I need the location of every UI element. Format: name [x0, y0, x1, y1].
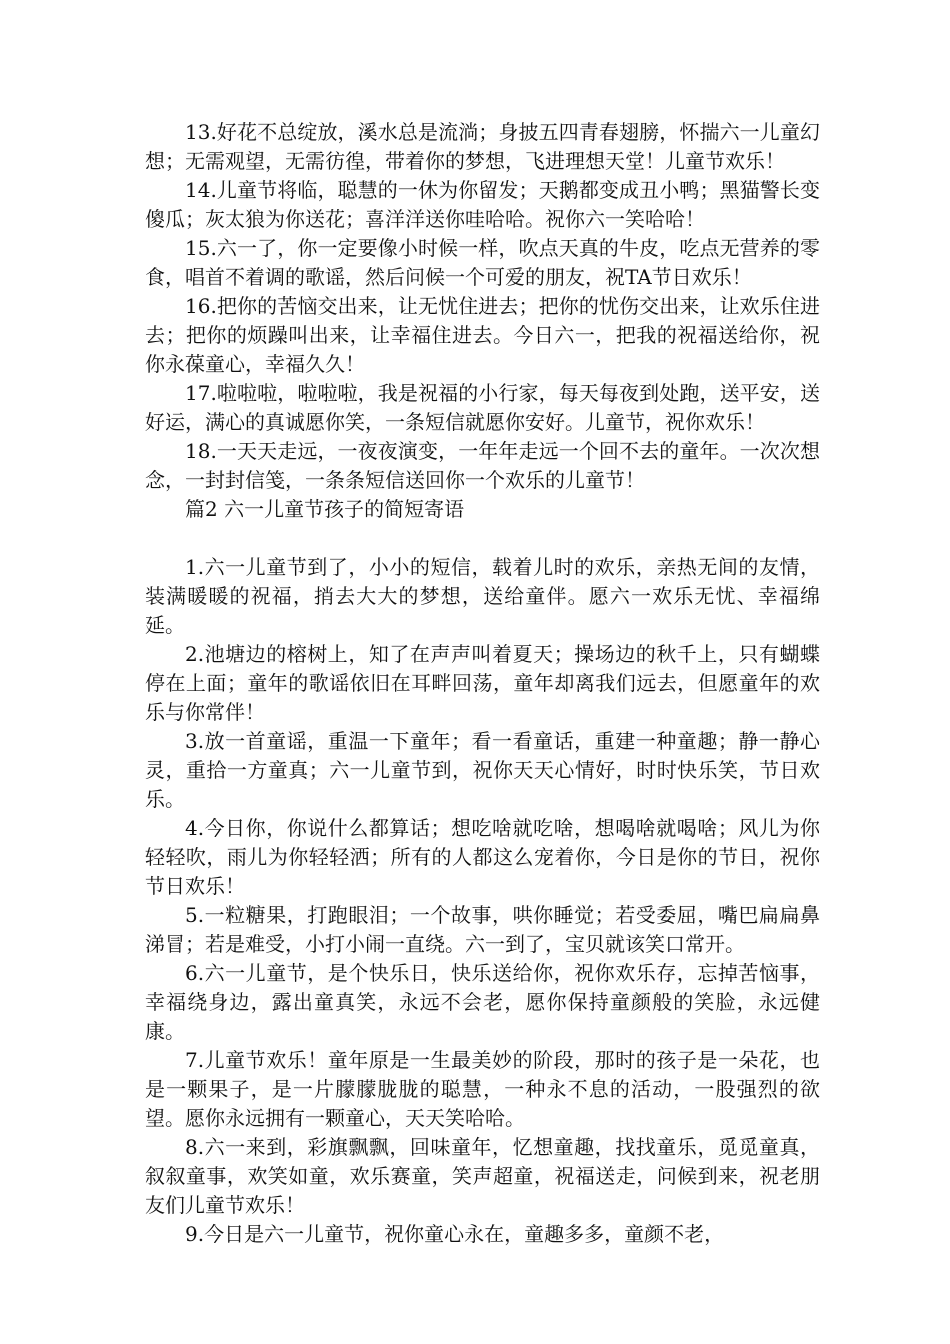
list-item: 18.一天天走远，一夜夜演变，一年年走远一个回不去的童年。一次次想念，一封封信笺，一条条短信送回你一个欢乐的儿童节！ [145, 439, 820, 492]
section-heading: 篇2 六一儿童节孩子的简短寄语 [185, 497, 465, 521]
list-item: 9.今日是六一儿童节，祝你童心永在，童趣多多，童颜不老， [185, 1222, 725, 1246]
list-item: 7.儿童节欢乐！童年原是一生最美妙的阶段，那时的孩子是一朵花，也是一颗果子，是一片朦朦胧胧的聪慧，一种永不息的活动，一股强烈的欲望。愿你永远拥有一颗童心，天天笑哈哈。 [145, 1048, 820, 1130]
list-item: 14.儿童节将临，聪慧的一休为你留发；天鹅都变成丑小鸭；黑猫警长变傻瓜；灰太狼为你送花；喜洋洋送你哇哈哈。祝你六一笑哈哈！ [145, 178, 820, 231]
list-item: 6.六一儿童节，是个快乐日，快乐送给你，祝你欢乐存，忘掉苦恼事，幸福绕身边，露出童真笑，永远不会老，愿你保持童颜般的笑脸，永远健康。 [145, 961, 820, 1043]
list-item: 8.六一来到，彩旗飘飘，回味童年，忆想童趣，找找童乐，觅觅童真，叙叙童事，欢笑如童，欢乐赛童，笑声超童，祝福送走，问候到来，祝老朋友们儿童节欢乐！ [145, 1135, 820, 1217]
list-item: 3.放一首童谣，重温一下童年；看一看童话，重建一种童趣；静一静心灵，重拾一方童真；六一儿童节到，祝你天天心情好，时时快乐笑，节日欢乐。 [145, 729, 820, 811]
list-item: 13.好花不总绽放，溪水总是流淌；身披五四青春翅膀，怀揣六一儿童幻想；无需观望，无需彷徨，带着你的梦想，飞进理想天堂！儿童节欢乐！ [145, 120, 820, 173]
list-item: 4.今日你，你说什么都算话；想吃啥就吃啥，想喝啥就喝啥；风儿为你轻轻吹，雨儿为你轻轻洒；所有的人都这么宠着你，今日是你的节日，祝你节日欢乐！ [145, 816, 820, 898]
list-item: 2.池塘边的榕树上，知了在声声叫着夏天；操场边的秋千上，只有蝴蝶停在上面；童年的歌谣依旧在耳畔回荡，童年却离我们远去，但愿童年的欢乐与你常伴！ [145, 642, 820, 724]
document-page [145, 118, 820, 1249]
list-item: 1.六一儿童节到了，小小的短信，载着儿时的欢乐，亲热无间的友情，装满暖暖的祝福，捎去大大的梦想，送给童伴。愿六一欢乐无忧、幸福绵延。 [145, 555, 820, 637]
blank-line [145, 524, 820, 553]
list-item: 5.一粒糖果，打跑眼泪；一个故事，哄你睡觉；若受委屈，嘴巴扁扁鼻涕冒；若是难受，小打小闹一直绕。六一到了，宝贝就该笑口常开。 [145, 903, 820, 956]
list-item: 15.六一了，你一定要像小时候一样，吹点天真的牛皮，吃点无营养的零食，唱首不着调的歌谣，然后问候一个可爱的朋友，祝TA节日欢乐！ [145, 236, 820, 289]
list-item: 17.啦啦啦，啦啦啦，我是祝福的小行家，每天每夜到处跑，送平安，送好运，满心的真诚愿你笑，一条短信就愿你安好。儿童节，祝你欢乐！ [145, 381, 820, 434]
list-item: 16.把你的苦恼交出来，让无忧住进去；把你的忧伤交出来，让欢乐住进去；把你的烦躁叫出来，让幸福住进去。今日六一，把我的祝福送给你，祝你永葆童心，幸福久久！ [145, 294, 820, 376]
